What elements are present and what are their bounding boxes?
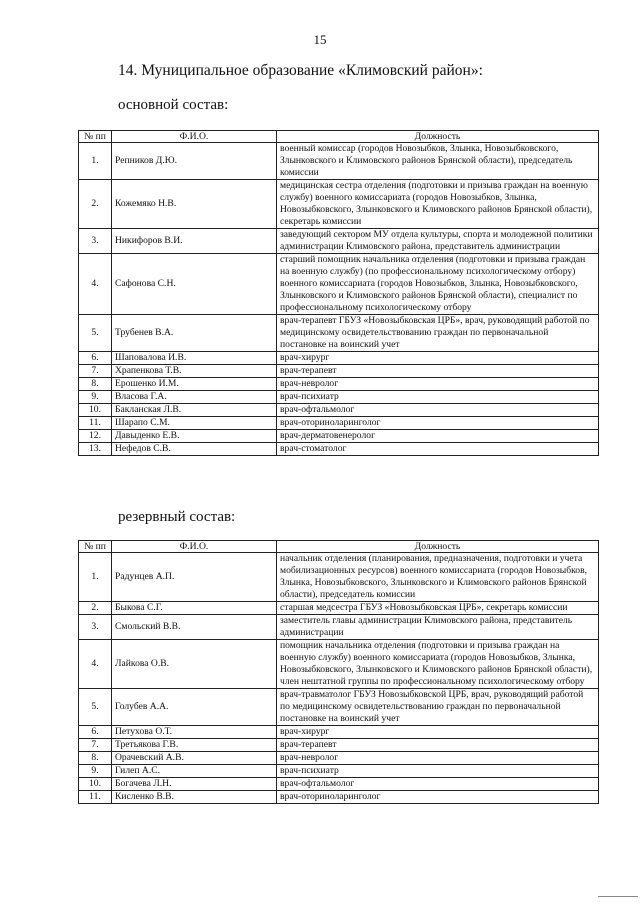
member-name: Смольский В.В. <box>112 615 277 640</box>
member-position: врач-офтальмолог <box>277 404 599 417</box>
member-name: Никифоров В.И. <box>112 229 277 254</box>
member-name: Бакланская Л.В. <box>112 404 277 417</box>
page-edge-line <box>598 896 638 897</box>
row-number: 11. <box>79 417 112 430</box>
member-name: Ерошенко И.М. <box>112 378 277 391</box>
main-composition-title: основной состав: <box>118 97 229 113</box>
row-number: 13. <box>79 443 112 456</box>
member-name: Шаповалова И.В. <box>112 352 277 365</box>
reserve-table-body <box>79 553 599 804</box>
member-position: врач-терапевт <box>277 365 599 378</box>
member-position: врач-психиатр <box>277 765 599 778</box>
row-number: 6. <box>79 726 112 739</box>
table-row <box>79 602 599 615</box>
member-position: старший помощник начальника отделения (подготовки и призыва граждан на военную службу) (по профессиональному психологическому отбору) военного комиссариата (городов Новозыбков, Злынка, Новозыбковского, Злынковского и Климовского районов Брянской области), специалист по профессиональному психологическому отбору <box>277 254 599 315</box>
member-position: медицинская сестра отделения (подготовки и призыва граждан на военную службу) военного комиссариата (городов Новозыбков, Злынка, Новозыбковского, Злынковского и Климовского районов Брянской области), секретарь комиссии <box>277 180 599 229</box>
member-position: врач-оториноларинголог <box>277 417 599 430</box>
column-header-name: Ф.И.О. <box>112 131 277 143</box>
column-header-name: Ф.И.О. <box>112 541 277 553</box>
member-name: Трубенев В.А. <box>112 315 277 352</box>
column-header-position: Должность <box>277 131 599 143</box>
row-number: 3. <box>79 229 112 254</box>
member-position: врач-невролог <box>277 378 599 391</box>
reserve-composition-title: резервный состав: <box>118 509 236 525</box>
member-name: Быкова С.Г. <box>112 602 277 615</box>
member-name: Третьякова Г.В. <box>112 739 277 752</box>
member-name: Гилеп А.С. <box>112 765 277 778</box>
row-number: 8. <box>79 378 112 391</box>
table-row <box>79 778 599 791</box>
member-name: Власова Г.А. <box>112 391 277 404</box>
table-row <box>79 315 599 352</box>
member-position: врач-травматолог ГБУЗ Новозыбковской ЦРБ, врач, руководящий работой по медицинскому освидетельствованию граждан по первоначальной постановке на воинский учет <box>277 689 599 726</box>
row-number: 2. <box>79 180 112 229</box>
member-name: Голубев А.А. <box>112 689 277 726</box>
table-row <box>79 254 599 315</box>
main-table-body <box>79 143 599 456</box>
member-name: Лайкова О.В. <box>112 640 277 689</box>
row-number: 7. <box>79 365 112 378</box>
member-position: начальник отделения (планирования, предназначения, подготовки и учета мобилизационных ресурсов) военного комиссариата (городов Новозыбков, Злынка, Новозыбковского, Злынковского и Климовского районов Брянской области), председатель комиссии <box>277 553 599 602</box>
member-name: Кисленко В.В. <box>112 791 277 804</box>
member-position: врач-оториноларинголог <box>277 791 599 804</box>
member-name: Сафонова С.Н. <box>112 254 277 315</box>
member-name: Богачева Л.Н. <box>112 778 277 791</box>
row-number: 3. <box>79 615 112 640</box>
member-position: заместитель главы администрации Климовского района, представитель администрации <box>277 615 599 640</box>
row-number: 8. <box>79 752 112 765</box>
table-row <box>79 352 599 365</box>
table-header-row <box>79 541 599 553</box>
member-position: врач-терапевт <box>277 739 599 752</box>
row-number: 1. <box>79 553 112 602</box>
table-row <box>79 791 599 804</box>
member-position: врач-психиатр <box>277 391 599 404</box>
member-name: Петухова О.Т. <box>112 726 277 739</box>
table-row <box>79 378 599 391</box>
row-number: 1. <box>79 143 112 180</box>
column-header-number: № пп <box>79 541 112 553</box>
member-name: Нефедов С.В. <box>112 443 277 456</box>
member-position: врач-дерматовенеролог <box>277 430 599 443</box>
member-position: старшая медсестра ГБУЗ «Новозыбковская ЦРБ», секретарь комиссии <box>277 602 599 615</box>
row-number: 4. <box>79 254 112 315</box>
row-number: 12. <box>79 430 112 443</box>
row-number: 7. <box>79 739 112 752</box>
table-row <box>79 615 599 640</box>
member-position: врач-хирург <box>277 726 599 739</box>
member-name: Шарапо С.М. <box>112 417 277 430</box>
table-row <box>79 765 599 778</box>
row-number: 10. <box>79 778 112 791</box>
member-position: врач-офтальмолог <box>277 778 599 791</box>
table-row <box>79 726 599 739</box>
member-position: врач-терапевт ГБУЗ «Новозыбковская ЦРБ», врач, руководящий работой по медицинскому освидетельствованию граждан по первоначальной постановке на воинский учет <box>277 315 599 352</box>
section-heading: 14. Муниципальное образование «Климовский район»: <box>118 62 483 79</box>
table-row <box>79 739 599 752</box>
row-number: 9. <box>79 391 112 404</box>
table-row <box>79 404 599 417</box>
column-header-position: Должность <box>277 541 599 553</box>
member-position: заведующий сектором МУ отдела культуры, спорта и молодежной политики администрации Климовского района, представитель администрации <box>277 229 599 254</box>
member-name: Храпенкова Т.В. <box>112 365 277 378</box>
table-row <box>79 143 599 180</box>
column-header-number: № пп <box>79 131 112 143</box>
row-number: 2. <box>79 602 112 615</box>
table-row <box>79 430 599 443</box>
table-row <box>79 391 599 404</box>
table-row <box>79 689 599 726</box>
row-number: 5. <box>79 689 112 726</box>
table-row <box>79 417 599 430</box>
table-row <box>79 229 599 254</box>
member-position: врач-стоматолог <box>277 443 599 456</box>
member-name: Кожемяко Н.В. <box>112 180 277 229</box>
row-number: 10. <box>79 404 112 417</box>
table-row <box>79 180 599 229</box>
member-position: военный комиссар (городов Новозыбков, Злынка, Новозыбковского, Злынковского и Климовского районов Брянской области), председатель комиссии <box>277 143 599 180</box>
table-row <box>79 752 599 765</box>
member-position: врач-невролог <box>277 752 599 765</box>
row-number: 5. <box>79 315 112 352</box>
table-header-row <box>79 131 599 143</box>
row-number: 9. <box>79 765 112 778</box>
member-name: Давыденко Е.В. <box>112 430 277 443</box>
member-name: Репников Д.Ю. <box>112 143 277 180</box>
row-number: 4. <box>79 640 112 689</box>
reserve-composition-table <box>78 540 599 804</box>
table-row <box>79 553 599 602</box>
member-name: Орачевский А.В. <box>112 752 277 765</box>
member-name: Радунцев А.П. <box>112 553 277 602</box>
member-position: помощник начальника отделения (подготовки и призыва граждан на военную службу) военного комиссариата (городов Новозыбков, Злынка, Новозыбковского, Злынковского и Климовского районов Брянской области), член нештатной группы по профессиональному психологическому отбору <box>277 640 599 689</box>
table-row <box>79 365 599 378</box>
table-row <box>79 640 599 689</box>
row-number: 11. <box>79 791 112 804</box>
main-composition-table <box>78 130 599 456</box>
page-number: 15 <box>313 32 327 47</box>
table-row <box>79 443 599 456</box>
row-number: 6. <box>79 352 112 365</box>
member-position: врач-хирург <box>277 352 599 365</box>
